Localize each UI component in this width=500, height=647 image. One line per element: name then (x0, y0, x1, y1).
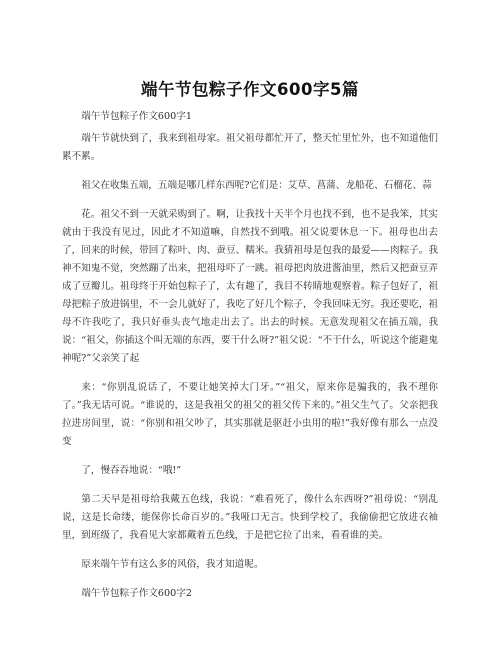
section-heading: 端午节包粽子作文600字2 (81, 588, 192, 599)
paragraph: 祖父在收集五端，五端是哪几样东西呢?它们是：艾草、菖蒲、龙船花、石榴花、蒜 (81, 180, 432, 191)
article-body (62, 108, 438, 607)
paragraph: 端午节就快到了，我来到祖母家。祖父祖母都忙开了，整天忙里忙外，也不知道他们累不累。 (62, 133, 438, 162)
paragraph: 来：“你别乱说话了，不要让她笑掉大门牙。”“祖父，原来你是骗我的，我不理你了。”我无话可说。“谁说的，这是我祖父的祖父的祖父传下来的。”祖父生气了。父亲把我拉进房间里，说：“你别和祖父吵了，其实那就是驱赶小虫用的啦!”我好像有那么一点没变 (62, 382, 438, 447)
paragraph: 原来端午节有这么多的风俗，我才知道呢。 (81, 559, 264, 570)
paragraph: 第二天早是祖母给我戴五色线，我说：“难看死了，像什么东西呀?”祖母说：“别乱说，这是长命缕，能保你长命百岁的。”我哑口无言。快到学校了，我偷偷把它放进衣袖里，到班级了，我看见大家都戴着五色线，于是把它拉了出来，看看谁的美。 (62, 494, 438, 541)
page-title: 端午节包粽子作文600字5篇 (141, 80, 359, 99)
paragraph: 花。祖父不到一天就采购到了。啊，让我找十天半个月也找不到，也不是我笨，其实就由于我没有见过，因此才不知道嘛，自然找不到哦。祖父说要休息一下。祖母也出去了，回来的时候，带回了粽叶、肉、蚕豆、糯米。我猜祖母是包我的最爱——肉粽子。我神不知鬼不觉，突然蹦了出来，把祖母吓了一跳。祖母把肉放进酱油里，然后又把蚕豆弄成了豆瓣儿。祖母终于开始包粽子了，太有趣了，我目不转睛地观察着。粽子包好了，祖母把粽子放进锅里，不一会儿就好了，我吃了好几个粽子，令我回味无穷。我还要吃，祖母不许我吃了，我只好垂头丧气地走出去了。出去的时候。无意发现祖父在插五端，我说：“祖父，你插这个叫无端的东西，要干什么呀?”祖父说：“不干什么，听说这个能避鬼神呢?”父亲笑了起 (62, 209, 438, 364)
section-heading: 端午节包粽子作文600字1 (81, 111, 192, 122)
paragraph: 了，慢吞吞地说：“哦!” (81, 465, 182, 476)
